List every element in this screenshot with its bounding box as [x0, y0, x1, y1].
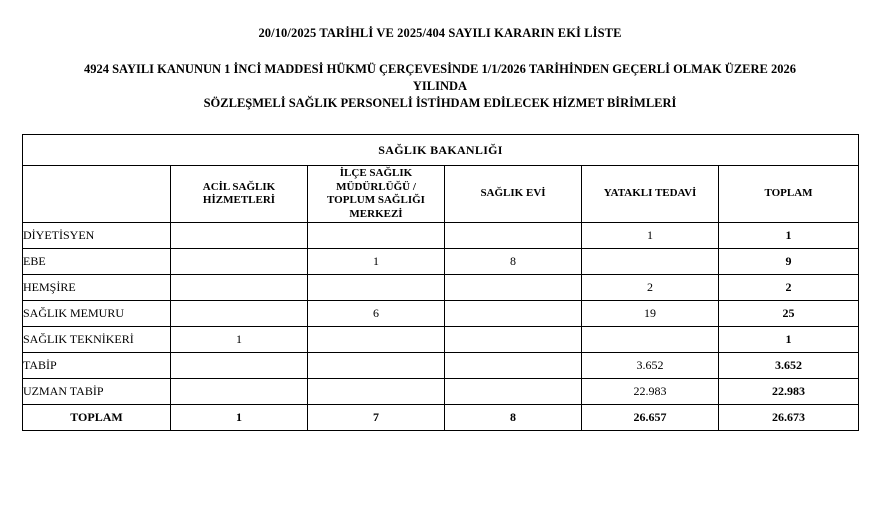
personnel-table: [22, 134, 859, 431]
cell-yatakli: [582, 249, 719, 275]
total-row-label: TOPLAM: [23, 405, 171, 431]
cell-saglik-evi: [445, 353, 582, 379]
cell-yatakli: 3.652: [582, 353, 719, 379]
cell-ilce: [308, 275, 445, 301]
table-total-row: [23, 405, 859, 431]
column-header-line: HİZMETLERİ: [202, 194, 276, 206]
document-page: [0, 26, 880, 531]
cell-yatakli: 2: [582, 275, 719, 301]
column-header-toplam: TOPLAM: [719, 166, 859, 223]
cell-saglik-evi: [445, 223, 582, 249]
cell-toplam: 25: [719, 301, 859, 327]
cell-yatakli: 22.983: [582, 379, 719, 405]
cell-toplam: 3.652: [719, 353, 859, 379]
column-header-blank: [23, 166, 171, 223]
page-title: 20/10/2025 TARİHLİ VE 2025/404 SAYILI KARARIN EKİ LİSTE: [258, 26, 622, 40]
column-header-ilce-saglik-mudurlugu: [308, 166, 445, 223]
column-header-line: ACİL SAĞLIK: [202, 180, 276, 193]
column-header-yatakli-tedavi: YATAKLI TEDAVİ: [582, 166, 719, 223]
cell-yatakli: 1: [582, 223, 719, 249]
page-subtitle-line1: 4924 SAYILI KANUNUN 1 İNCİ MADDESİ HÜKMÜ ÇERÇEVESİNDE 1/1/2026 TARİHİNDEN GEÇERLİ OLMAK ÜZERE 2026 YILINDA: [83, 62, 796, 93]
row-label: TABİP: [23, 353, 171, 379]
table-header-row: [23, 166, 859, 223]
column-header-line: MÜDÜRLÜĞÜ /: [336, 180, 416, 193]
column-header-line: MERKEZİ: [349, 207, 403, 220]
table-row: [23, 223, 859, 249]
table-row: [23, 327, 859, 353]
cell-ilce: 1: [308, 249, 445, 275]
cell-saglik-evi: [445, 379, 582, 405]
cell-acil: [171, 379, 308, 405]
ministry-header-cell: SAĞLIK BAKANLIĞI: [23, 135, 859, 166]
cell-acil: [171, 275, 308, 301]
table-header-ministry: [23, 135, 859, 166]
total-cell-ilce: 7: [308, 405, 445, 431]
column-header-saglik-evi: SAĞLIK EVİ: [445, 166, 582, 223]
table-row: [23, 301, 859, 327]
row-label: SAĞLIK TEKNİKERİ: [23, 327, 171, 353]
page-subtitle-line2: SÖZLEŞMELİ SAĞLIK PERSONELİ İSTİHDAM EDİLECEK HİZMET BİRİMLERİ: [203, 96, 677, 110]
page-subtitle: [0, 61, 880, 112]
cell-saglik-evi: [445, 301, 582, 327]
cell-acil: 1: [171, 327, 308, 353]
total-cell-yatakli: 26.657: [582, 405, 719, 431]
column-header-acil-saglik-hizmetleri: [171, 166, 308, 223]
cell-saglik-evi: 8: [445, 249, 582, 275]
table-container: [22, 134, 858, 431]
row-label: SAĞLIK MEMURU: [23, 301, 171, 327]
cell-ilce: [308, 353, 445, 379]
cell-toplam: 2: [719, 275, 859, 301]
table-row: [23, 353, 859, 379]
cell-saglik-evi: [445, 327, 582, 353]
cell-ilce: [308, 223, 445, 249]
cell-acil: [171, 353, 308, 379]
table-row: [23, 275, 859, 301]
cell-toplam: 1: [719, 327, 859, 353]
cell-toplam: 1: [719, 223, 859, 249]
column-header-line: TOPLUM SAĞLIĞI: [327, 194, 425, 206]
cell-toplam: 9: [719, 249, 859, 275]
table-row: [23, 249, 859, 275]
cell-yatakli: 19: [582, 301, 719, 327]
column-header-line: İLÇE SAĞLIK: [339, 167, 413, 179]
cell-yatakli: [582, 327, 719, 353]
cell-acil: [171, 301, 308, 327]
cell-ilce: [308, 379, 445, 405]
row-label: UZMAN TABİP: [23, 379, 171, 405]
total-cell-toplam: 26.673: [719, 405, 859, 431]
row-label: EBE: [23, 249, 171, 275]
total-cell-acil: 1: [171, 405, 308, 431]
cell-saglik-evi: [445, 275, 582, 301]
cell-ilce: 6: [308, 301, 445, 327]
row-label: HEMŞİRE: [23, 275, 171, 301]
cell-toplam: 22.983: [719, 379, 859, 405]
cell-ilce: [308, 327, 445, 353]
table-row: [23, 379, 859, 405]
cell-acil: [171, 223, 308, 249]
cell-acil: [171, 249, 308, 275]
row-label: DİYETİSYEN: [23, 223, 171, 249]
total-cell-saglik-evi: 8: [445, 405, 582, 431]
